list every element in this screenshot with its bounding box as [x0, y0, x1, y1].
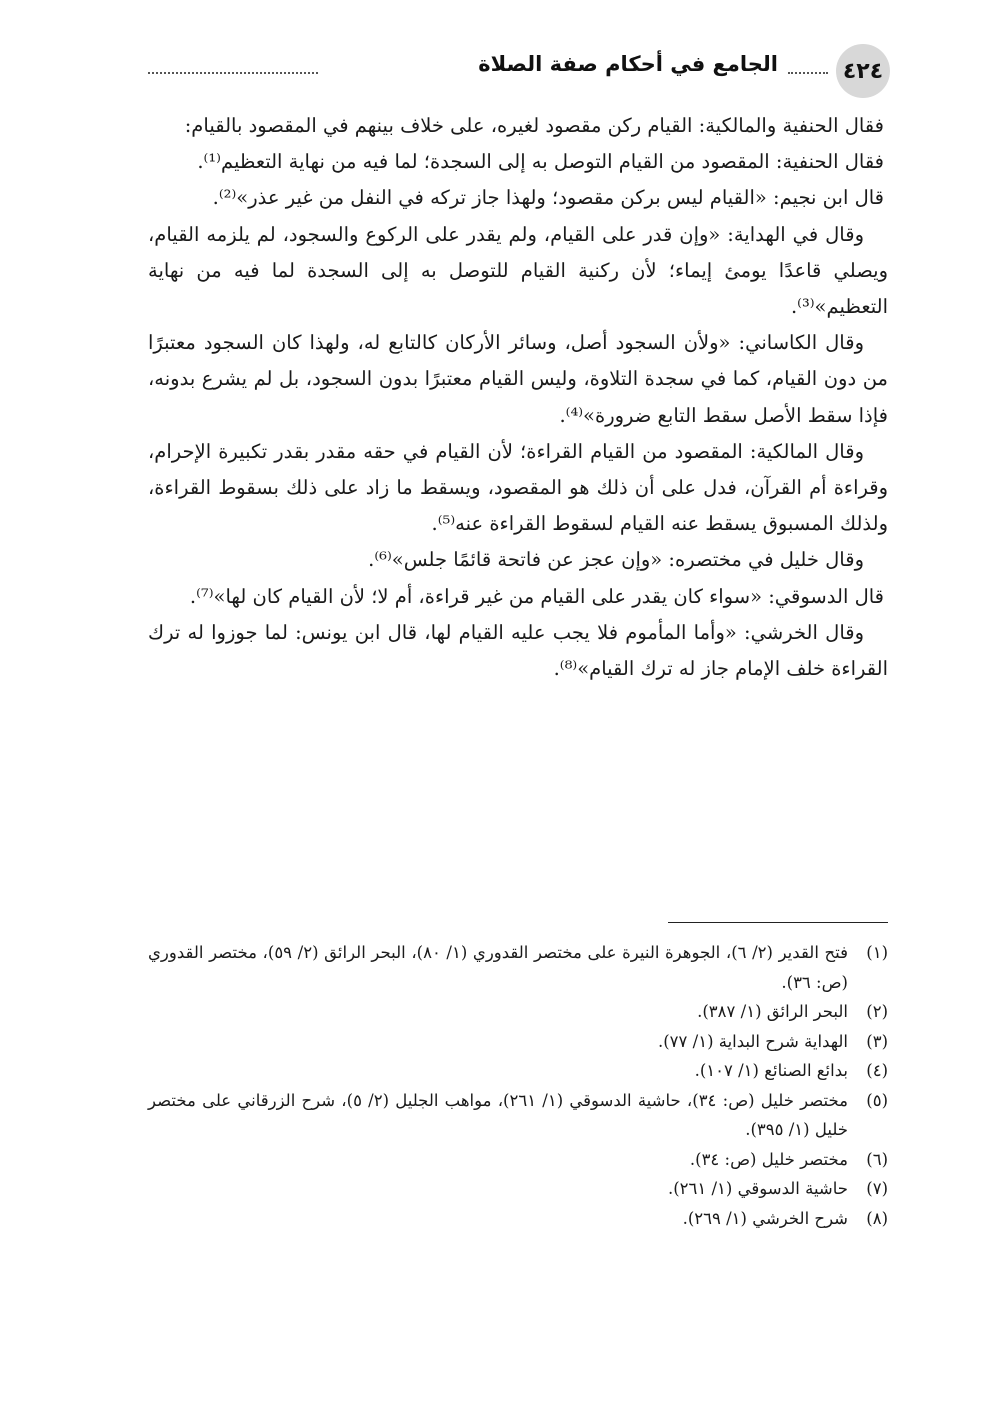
footnote-text: بدائع الصنائع (١/ ١٠٧). [694, 1061, 848, 1080]
paragraph: وقال خليل في مختصره: «وإن عجز عن فاتحة قائمًا جلس»⁽⁶⁾. [368, 548, 864, 572]
footnote-number: (١) [866, 943, 888, 962]
paragraph: قال الدسوقي: «سواء كان يقدر على القيام من غير قراءة، أم لا؛ لأن القيام كان لها»⁽⁷⁾. [189, 584, 884, 608]
footnote [148, 1204, 888, 1234]
footnote-number: (٤) [866, 1061, 888, 1080]
footnote-text: البحر الرائق (١/ ٣٨٧). [697, 1002, 848, 1021]
footnote [148, 1086, 888, 1145]
footnote-number: (٧) [866, 1179, 888, 1198]
footnote-text: الهداية شرح البداية (١/ ٧٧). [657, 1031, 848, 1051]
paragraph: فقال الحنفية: المقصود من القيام التوصل به إلى السجدة؛ لما فيه من نهاية التعظيم⁽¹⁾. [197, 150, 884, 174]
page-number-badge: ٤٢٤ [836, 44, 890, 98]
footnote-separator [668, 922, 888, 923]
footnote-number: (٢) [866, 1002, 888, 1021]
footnotes [148, 938, 888, 1233]
header-dotted-leader-right [788, 72, 828, 74]
footnote [148, 1027, 888, 1057]
footnote-text: حاشية الدسوقي (١/ ٢٦١). [667, 1179, 848, 1198]
footnote [148, 997, 888, 1027]
paragraph: وقال في الهداية: «وإن قدر على القيام، ولم يقدر على الركوع والسجود، لم يلزمه القيام، ويصلي قاعدًا يومئ إيماء؛ لأن ركنية القيام للتوصل به إلى السجدة لما فيه من نهاية التعظيم»⁽³⁾. [148, 222, 888, 319]
footnote [148, 1145, 888, 1175]
footnote [148, 938, 888, 997]
footnote-number: (٣) [866, 1031, 888, 1051]
footnote-text: فتح القدير (٢/ ٦)، الجوهرة النيرة على مختصر القدوري (١/ ٨٠)، البحر الرائق (٢/ ٥٩)، مختصر القدوري (ص: ٣٦). [148, 943, 849, 992]
footnote [148, 1056, 888, 1086]
footnote-text: مختصر خليل (ص: ٣٤). [689, 1149, 848, 1169]
footnote-text: مختصر خليل (ص: ٣٤)، حاشية الدسوقي (١/ ٢٦١)، مواهب الجليل (٢/ ٥)، شرح الزرقاني على مختصر خليل (١/ ٣٩٥). [148, 1090, 849, 1139]
footnote-number: (٥) [866, 1090, 888, 1110]
paragraph: وقال الخرشي: «وأما المأموم فلا يجب عليه القيام لها، قال ابن يونس: لما جوزوا له ترك القراءة خلف الإمام جاز له ترك القيام»⁽⁸⁾. [148, 620, 888, 681]
footnote-number: (٦) [866, 1149, 888, 1169]
paragraph: فقال الحنفية والمالكية: القيام ركن مقصود لغيره، على خلاف بينهم في المقصود بالقيام: [184, 114, 884, 137]
footnote [148, 1174, 888, 1204]
paragraph: وقال المالكية: المقصود من القيام القراءة؛ لأن القيام في حقه مقدر بقدر تكبيرة الإحرام، وقراءة أم القرآن، فدل على أن ذلك هو المقصود، ويسقط ما زاد على ذلك بسقوط القراءة، ولذلك المسبوق يسقط عنه القيام لسقوط القراءة عنه⁽⁵⁾. [148, 439, 888, 536]
paragraph: قال ابن نجيم: «القيام ليس بركن مقصود؛ ولهذا جاز تركه في النفل من غير عذر»⁽²⁾. [212, 186, 884, 210]
running-header [148, 44, 890, 104]
main-text [148, 108, 888, 687]
footnote-text: شرح الخرشي (١/ ٢٦٩). [682, 1208, 848, 1228]
footnote-number: (٨) [866, 1208, 888, 1228]
paragraph: وقال الكاساني: «ولأن السجود أصل، وسائر الأركان كالتابع له، ولهذا كان السجود معتبرًا من دون القيام، كما في سجدة التلاوة، وليس القيام معتبرًا بدون السجود، بل لم يشرع بدونه، فإذا سقط الأصل سقط التابع ضرورة»⁽⁴⁾. [148, 331, 888, 427]
header-dotted-leader-left [148, 72, 318, 74]
running-title: الجامع في أحكام صفة الصلاة [478, 52, 778, 76]
